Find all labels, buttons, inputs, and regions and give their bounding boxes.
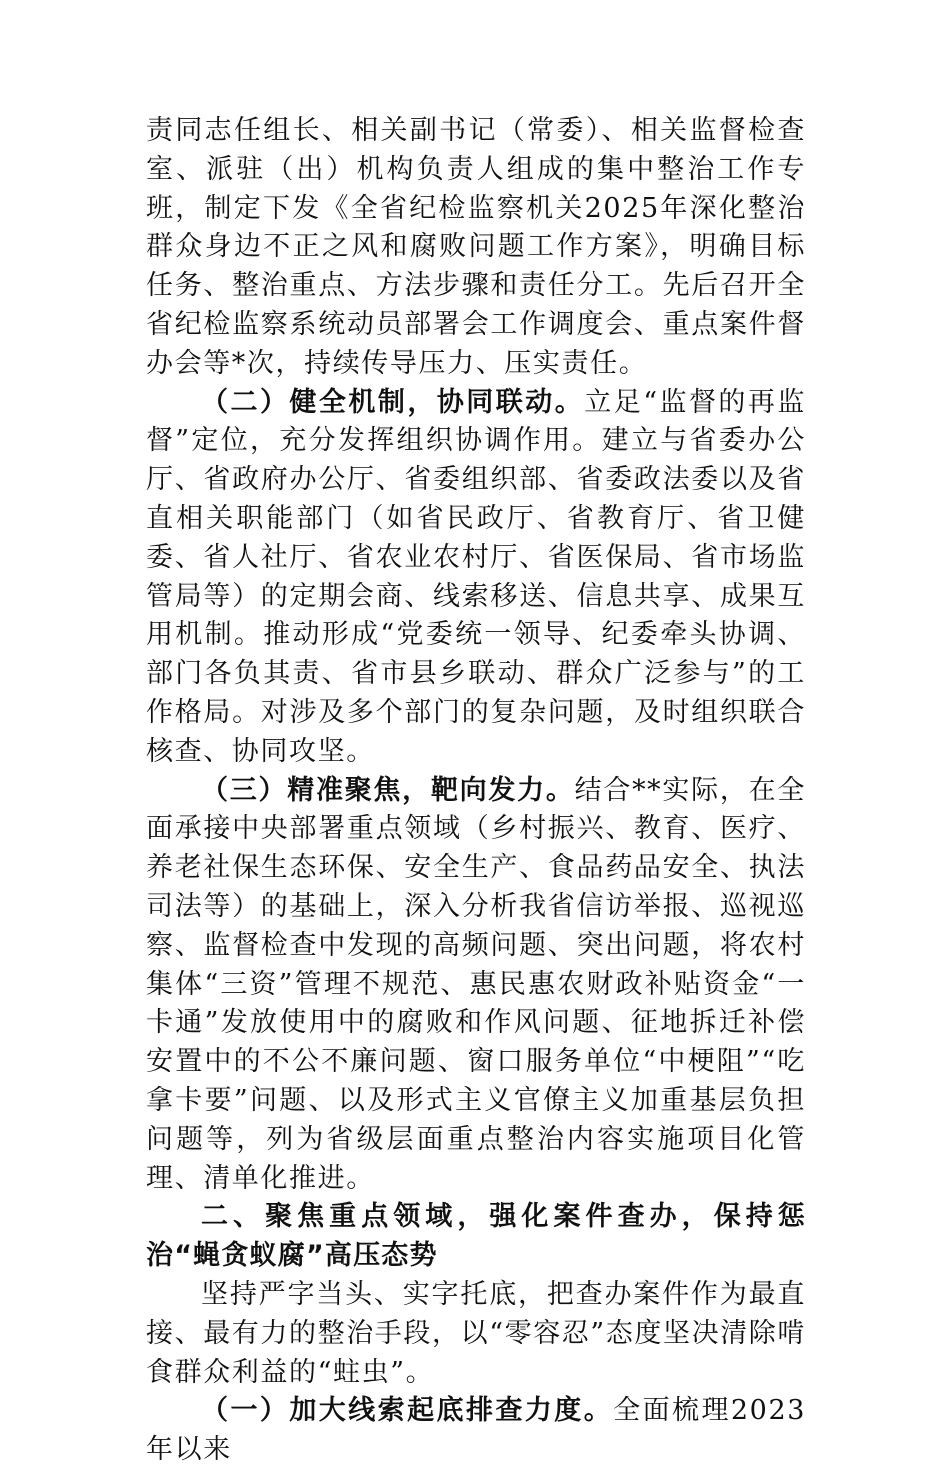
paragraph-text: 责同志任组长、相关副书记（常委）、相关监督检查室、派驻（出）机构负责人组成的集中整治工作专班，制定下发《全省纪检监察机关2025年深化整治群众身边不正之风和腐败问题工作方案》，明确目标任务、整治重点、方法步骤和责任分工。先后召开全省纪检监察系统动员部署会工作调度会、重点案件督办会等*次，持续传导压力、压实责任。 bbox=[146, 115, 806, 379]
paragraph-text: 立足“监督的再监督”定位，充分发挥组织协调作用。建立与省委办公厅、省政府办公厅、省委组织部、省委政法委以及省直相关职能部门（如省民政厅、省教育厅、省卫健委、省人社厅、省农业农村厅、省医保局、省市场监管局等）的定期会商、线索移送、信息共享、成果互用机制。推动形成“党委统一领导、纪委牵头协调、部门各负其责、省市县乡联动、群众广泛参与”的工作格局。对涉及多个部门的复杂问题，及时组织联合核查、协同攻坚。 bbox=[146, 386, 806, 767]
paragraph-text: 坚持严字当头、实字托底，把查办案件作为最直接、最有力的整治手段，以“零容忍”态度坚决清除啃食群众利益的“蛀虫”。 bbox=[146, 1278, 807, 1388]
document-body bbox=[146, 112, 806, 1470]
subheading-focus: （三）精准聚焦，靶向发力。 bbox=[201, 774, 575, 806]
paragraph-text: 结合**实际，在全面承接中央部署重点领域（乡村振兴、教育、医疗、养老社保生态环保、安全生产、食品药品安全、执法司法等）的基础上，深入分析我省信访举报、巡视巡察、监督检查中发现的高频问题、突出问题，将农村集体“三资”管理不规范、惠民惠农财政补贴资金“一卡通”发放使用中的腐败和作风问题、征地拆迁补偿安置中的不公不廉问题、窗口服务单位“中梗阻”“吃拿卡要”问题、以及形式主义官僚主义加重基层负担问题等，列为省级层面重点整治内容实施项目化管理、清单化推进。 bbox=[146, 774, 806, 1194]
subheading-mechanism: （二）健全机制，协同联动。 bbox=[201, 386, 585, 418]
paragraph-clue-investigation bbox=[146, 1392, 806, 1470]
paragraph-strict-approach bbox=[146, 1276, 806, 1392]
paragraph-working-group bbox=[146, 112, 806, 384]
paragraph-text: 全面梳理2023年以来 bbox=[146, 1395, 807, 1466]
paragraph-mechanism bbox=[146, 384, 806, 772]
section-heading-two: 二、聚焦重点领域，强化案件查办，保持惩治“蝇贪蚁腐”高压态势 bbox=[146, 1201, 806, 1272]
subheading-clue-investigation: （一）加大线索起底排查力度。 bbox=[201, 1395, 614, 1427]
paragraph-focus bbox=[146, 772, 806, 1199]
